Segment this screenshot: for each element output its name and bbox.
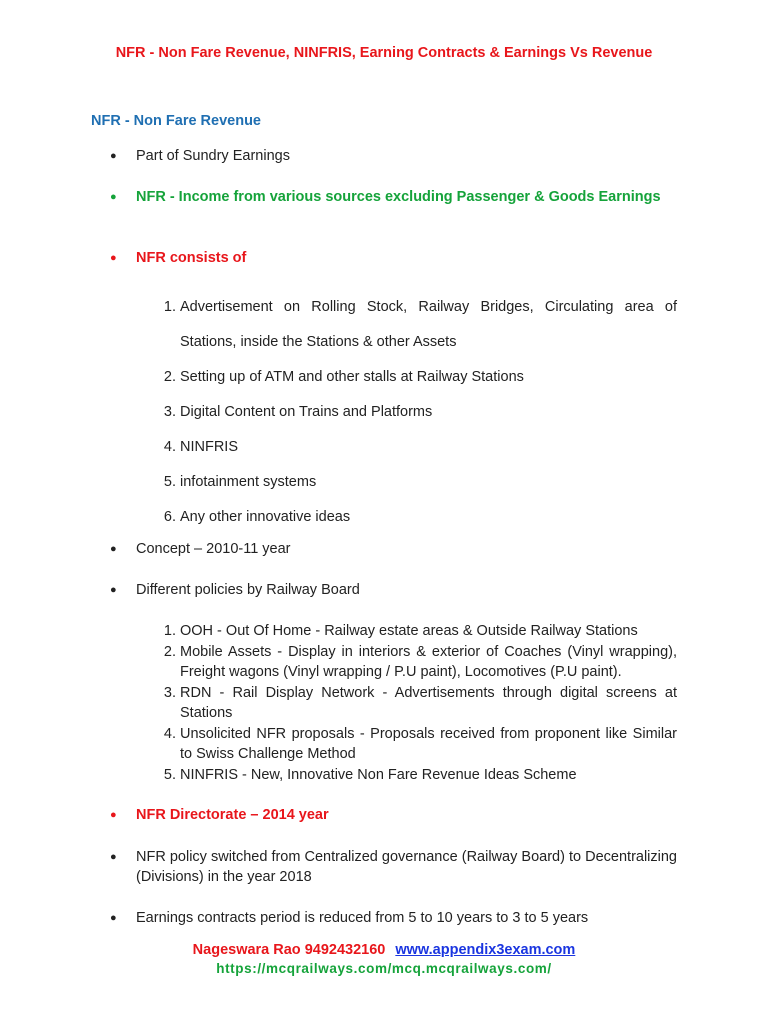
bullet-item [110, 580, 677, 600]
list-number: 5. [163, 474, 176, 490]
footer-contact [0, 942, 768, 958]
bullet-text: NFR consists of [136, 250, 247, 266]
list-item [152, 395, 677, 430]
bullet-dot: ● [110, 252, 117, 264]
bullet-dot: ● [110, 912, 117, 924]
bullet-text: NFR Directorate – 2014 year [136, 807, 329, 823]
list-item [152, 724, 677, 765]
list-number: 5. [163, 766, 176, 783]
bullet-text: Earnings contracts period is reduced from 5 to 10 years to 3 to 5 years [136, 910, 589, 926]
bullet-item-definition [110, 187, 677, 207]
bullet-dot: ● [110, 543, 117, 555]
list-number: 2. [163, 369, 176, 385]
list-item [152, 765, 677, 786]
bullet-text: Different policies by Railway Board [136, 582, 360, 598]
list-number: 3. [163, 684, 176, 701]
bullet-dot: ● [110, 584, 117, 596]
list-item [152, 500, 677, 535]
document-title: NFR - Non Fare Revenue, NINFRIS, Earning Contracts & Earnings Vs Revenue [115, 45, 653, 61]
list-item [152, 430, 677, 465]
bullet-dot: ● [110, 809, 117, 821]
bullet-item [110, 146, 677, 166]
bullet-item [110, 908, 677, 928]
list-number: 4. [163, 725, 176, 742]
list-number: 1. [163, 623, 176, 639]
list-item-text: Digital Content on Trains and Platforms [180, 404, 433, 420]
footer-website-link[interactable]: www.appendix3exam.com [395, 942, 576, 958]
bullet-item [110, 539, 677, 559]
list-item-text: Unsolicited NFR proposals - Proposals received from proponent like Similar to Swiss Challenge Method [180, 725, 677, 762]
list-number: 2. [163, 643, 176, 660]
bullet-text: Part of Sundry Earnings [136, 148, 290, 164]
bullet-text: NFR - Income from various sources excluding Passenger & Goods Earnings [136, 189, 661, 205]
list-number: 6. [163, 509, 176, 525]
section-heading: NFR - Non Fare Revenue [91, 113, 261, 129]
policies-list [152, 621, 677, 785]
list-item [152, 683, 677, 724]
footer-url[interactable]: https://mcqrailways.com/mcq.mcqrailways.com/ [216, 961, 552, 976]
bullet-dot: ● [110, 191, 117, 203]
list-item-text: Mobile Assets - Display in interiors & exterior of Coaches (Vinyl wrapping), Freight wagons (Vinyl wrapping / P.U paint), Locomotives (P.U paint). [180, 643, 677, 680]
list-item [152, 290, 677, 360]
list-item-text: NINFRIS [180, 439, 238, 455]
consists-list [152, 290, 677, 535]
bullet-item [110, 847, 677, 887]
list-item [152, 621, 677, 642]
list-item-text: RDN - Rail Display Network - Advertisements through digital screens at Stations [180, 684, 677, 721]
bullet-item-consists [110, 248, 677, 268]
list-item [152, 360, 677, 395]
list-item-text: Advertisement on Rolling Stock, Railway Bridges, Circulating area of Stations, inside the Stations & other Assets [180, 299, 677, 350]
footer-name-phone: Nageswara Rao 9492432160 [192, 942, 386, 958]
list-item-text: Setting up of ATM and other stalls at Railway Stations [180, 369, 524, 385]
list-number: 3. [163, 404, 176, 420]
list-item-text: infotainment systems [180, 474, 317, 490]
list-item-text: OOH - Out Of Home - Railway estate areas & Outside Railway Stations [180, 623, 638, 639]
list-number: 1. [163, 299, 176, 315]
list-item-text: NINFRIS - New, Innovative Non Fare Revenue Ideas Scheme [180, 766, 577, 783]
bullet-item-directorate [110, 805, 677, 825]
list-number: 4. [163, 439, 176, 455]
bullet-text: NFR policy switched from Centralized governance (Railway Board) to Decentralizing (Divisions) in the year 2018 [136, 849, 677, 885]
bullet-text: Concept – 2010-11 year [136, 541, 291, 557]
list-item-text: Any other innovative ideas [180, 509, 351, 525]
bullet-dot: ● [110, 851, 117, 863]
bullet-dot: ● [110, 150, 117, 162]
list-item [152, 465, 677, 500]
list-item [152, 642, 677, 683]
